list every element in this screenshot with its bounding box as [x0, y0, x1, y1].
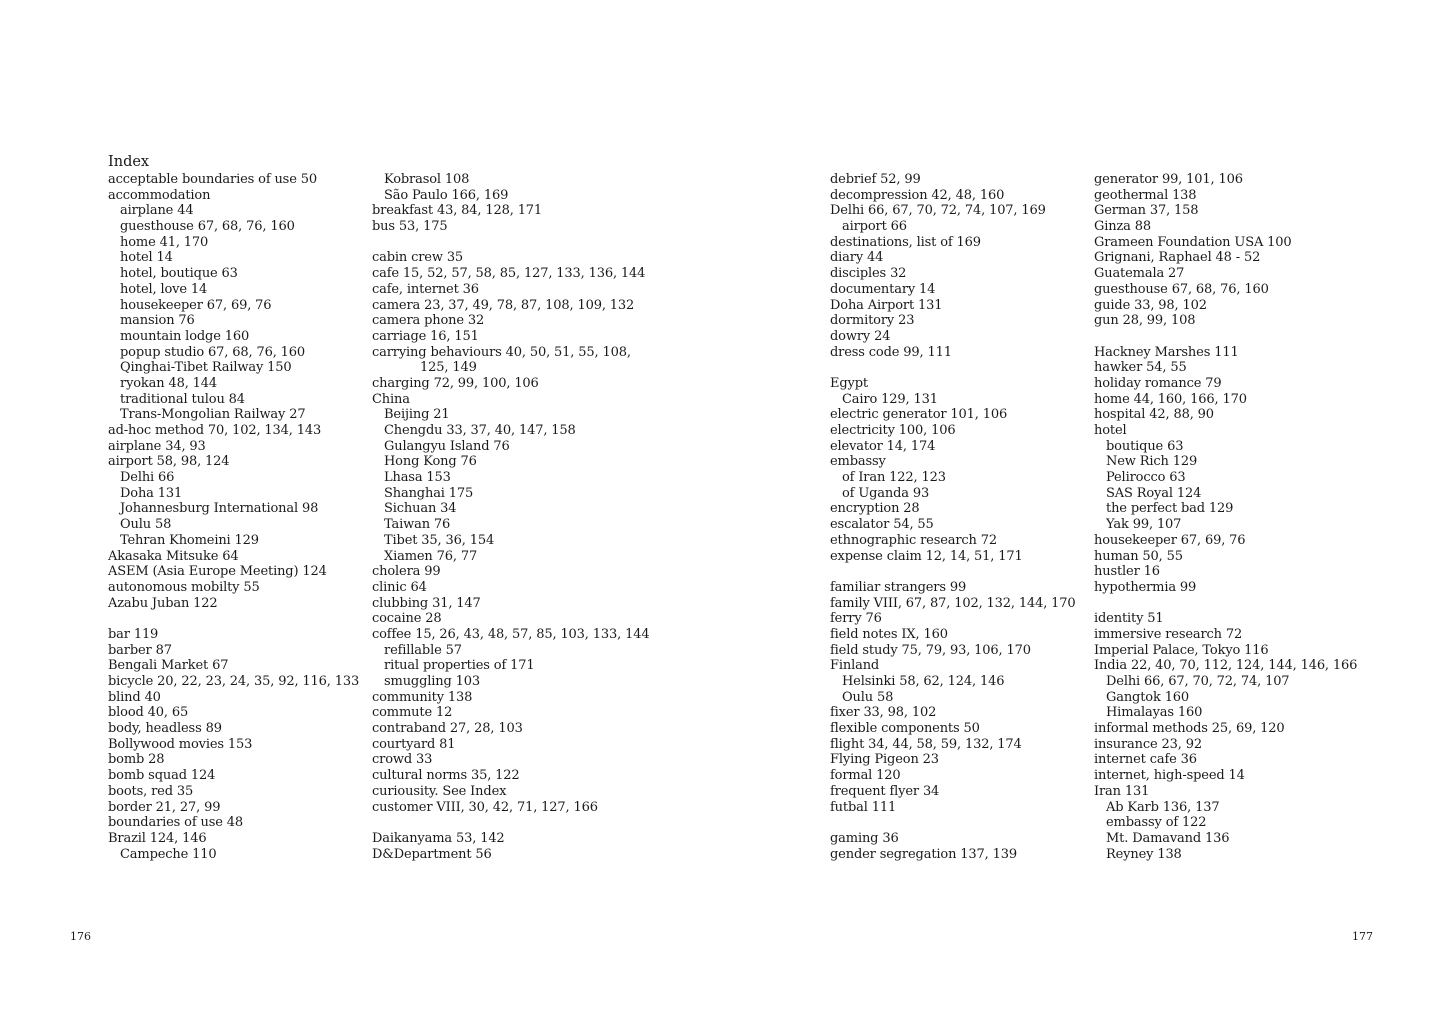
index-entry: bicycle 20, 22, 23, 24, 35, 92, 116, 133	[108, 674, 360, 689]
index-entry: insurance 23, 92	[1094, 736, 1202, 752]
index-entry: coffee 15, 26, 43, 48, 57, 85, 103, 133, 144	[372, 626, 650, 642]
index-entry: blood 40, 65	[108, 705, 189, 721]
index-entry: Brazil 124, 146	[108, 830, 207, 846]
page-number-right: 177	[1352, 930, 1373, 943]
index-subentry: Oulu 58	[120, 517, 172, 533]
index-entry: curiousity. See Index	[372, 783, 507, 799]
index-entry: familiar strangers 99	[830, 579, 967, 595]
index-entry: diary 44	[830, 250, 884, 266]
index-column-2	[372, 172, 672, 862]
index-entry: internet cafe 36	[1094, 752, 1197, 768]
index-entry: field notes IX, 160	[830, 626, 948, 642]
index-subentry: Tibet 35, 36, 154	[384, 532, 495, 548]
index-subentry: Yak 99, 107	[1106, 517, 1182, 533]
index-entry: gaming 36	[830, 830, 899, 846]
index-subentry: New Rich 129	[1106, 454, 1198, 470]
index-subentry: Himalayas 160	[1106, 705, 1203, 721]
index-subentry: airplane 44	[120, 203, 194, 219]
index-entry: acceptable boundaries of use 50	[108, 172, 317, 187]
index-entry: electric generator 101, 106	[830, 407, 1008, 423]
index-entry: D&Department 56	[372, 846, 492, 862]
index-entry: bomb squad 124	[108, 768, 216, 784]
index-entry: guesthouse 67, 68, 76, 160	[1094, 281, 1269, 297]
index-entry: futbal 111	[830, 799, 897, 815]
index-subentry: Taiwan 76	[384, 517, 451, 533]
index-entry: ethnographic research 72	[830, 532, 998, 548]
index-entry: frequent flyer 34	[830, 783, 940, 799]
index-entry: internet, high-speed 14	[1094, 768, 1245, 784]
index-subentry: São Paulo 166, 169	[384, 187, 509, 203]
index-entry: hotel	[1094, 423, 1127, 438]
index-entry: geothermal 138	[1094, 187, 1197, 203]
index-entry: breakfast 43, 84, 128, 171	[372, 203, 543, 219]
index-entry: community 138	[372, 689, 473, 705]
index-entry: gender segregation 137, 139	[830, 846, 1017, 862]
index-entry: bomb 28	[108, 752, 165, 768]
index-spacer	[1094, 596, 1394, 612]
index-entry: electricity 100, 106	[830, 423, 956, 438]
index-subentry: housekeeper 67, 69, 76	[120, 297, 272, 313]
index-entry: holiday romance 79	[1094, 375, 1222, 391]
index-entry: family VIII, 67, 87, 102, 132, 144, 170	[830, 595, 1076, 611]
index-subentry: of Uganda 93	[842, 485, 930, 501]
index-subentry: embassy of 122	[1106, 815, 1207, 831]
index-entry: cabin crew 35	[372, 250, 464, 266]
index-subentry: Reyney 138	[1106, 846, 1182, 862]
index-entry: bus 53, 175	[372, 219, 448, 235]
index-entry: flexible components 50	[830, 721, 980, 737]
page-number-left: 176	[70, 930, 91, 943]
index-entry: Iran 131	[1094, 783, 1150, 799]
index-entry: customer VIII, 30, 42, 71, 127, 166	[372, 799, 598, 815]
index-subentry: Xiamen 76, 77	[384, 548, 478, 564]
index-subentry: Kobrasol 108	[384, 172, 470, 187]
index-entry: Egypt	[830, 375, 868, 391]
index-entry: Delhi 66, 67, 70, 72, 74, 107, 169	[830, 203, 1046, 219]
index-subentry: guesthouse 67, 68, 76, 160	[120, 219, 295, 235]
index-entry: cafe 15, 52, 57, 58, 85, 127, 133, 136, 144	[372, 266, 646, 282]
index-subentry: refillable 57	[384, 642, 462, 658]
index-entry: housekeeper 67, 69, 76	[1094, 532, 1246, 548]
index-entry: Akasaka Mitsuke 64	[108, 548, 239, 564]
index-entry: encryption 28	[830, 501, 920, 517]
index-entry: Finland	[830, 658, 880, 674]
index-column-3	[830, 172, 1130, 862]
index-entry: elevator 14, 174	[830, 438, 936, 454]
index-column-4	[1094, 172, 1394, 862]
index-entry: disciples 32	[830, 266, 907, 282]
index-spacer	[830, 360, 1130, 376]
index-entry: Doha Airport 131	[830, 297, 943, 313]
index-entry: fixer 33, 98, 102	[830, 705, 937, 721]
index-entry: airplane 34, 93	[108, 438, 206, 454]
index-spacer	[830, 815, 1130, 831]
index-subentry: Doha 131	[120, 485, 183, 501]
index-subentry: Pelirocco 63	[1106, 470, 1186, 486]
index-entry: accommodation	[108, 187, 211, 203]
index-entry: formal 120	[830, 768, 901, 784]
index-entry: cafe, internet 36	[372, 281, 479, 297]
index-entry: boots, red 35	[108, 783, 194, 799]
index-spacer	[372, 235, 672, 251]
index-entry: hustler 16	[1094, 564, 1160, 580]
index-entry: expense claim 12, 14, 51, 171	[830, 548, 1023, 564]
index-entry: crowd 33	[372, 752, 433, 768]
index-subentry: Hong Kong 76	[384, 454, 477, 470]
index-subentry: of Iran 122, 123	[842, 470, 946, 486]
index-entry: documentary 14	[830, 281, 936, 297]
index-subentry: Johannesburg International 98	[120, 501, 319, 517]
index-spacer	[108, 611, 408, 627]
index-subentry: popup studio 67, 68, 76, 160	[120, 344, 306, 360]
index-subentry: Gulangyu Island 76	[384, 438, 510, 454]
index-subentry: Cairo 129, 131	[842, 391, 938, 407]
index-entry: India 22, 40, 70, 112, 124, 144, 146, 166	[1094, 658, 1358, 674]
index-subentry: home 41, 170	[120, 234, 209, 250]
index-entry: Guatemala 27	[1094, 266, 1185, 282]
index-subentry: Lhasa 153	[384, 470, 451, 486]
index-subentry: Qinghai-Tibet Railway 150	[120, 360, 292, 376]
index-entry: destinations, list of 169	[830, 234, 981, 250]
index-entry: airport 58, 98, 124	[108, 454, 230, 470]
index-subentry: traditional tulou 84	[120, 391, 245, 407]
index-entry: Imperial Palace, Tokyo 116	[1094, 642, 1269, 658]
index-spacer	[1094, 329, 1394, 345]
index-entry: Hackney Marshes 111	[1094, 344, 1239, 360]
index-entry: German 37, 158	[1094, 203, 1199, 219]
index-subentry: Tehran Khomeini 129	[120, 532, 259, 548]
index-entry: carrying behaviours 40, 50, 51, 55, 108,	[372, 344, 631, 360]
index-subentry: Delhi 66	[120, 470, 175, 486]
index-entry: gun 28, 99, 108	[1094, 313, 1196, 329]
index-entry: home 44, 160, 166, 170	[1094, 391, 1247, 407]
index-subentry: mountain lodge 160	[120, 328, 250, 344]
index-entry: escalator 54, 55	[830, 517, 934, 533]
index-entry: China	[372, 391, 410, 407]
index-subentry: Ab Karb 136, 137	[1106, 799, 1220, 815]
index-entry: dormitory 23	[830, 313, 915, 329]
index-entry: carriage 16, 151	[372, 328, 479, 344]
index-entry: contraband 27, 28, 103	[372, 721, 523, 737]
index-subentry: Delhi 66, 67, 70, 72, 74, 107	[1106, 674, 1290, 689]
index-entry: Bengali Market 67	[108, 658, 229, 674]
index-subentry: boutique 63	[1106, 438, 1184, 454]
index-entry: ad-hoc method 70, 102, 134, 143	[108, 423, 322, 438]
index-entry: border 21, 27, 99	[108, 799, 221, 815]
index-entry: cholera 99	[372, 564, 441, 580]
index-entry: identity 51	[1094, 611, 1164, 627]
index-subentry: ryokan 48, 144	[120, 375, 218, 391]
index-entry: Ginza 88	[1094, 219, 1151, 235]
index-entry: body, headless 89	[108, 721, 222, 737]
index-subentry: airport 66	[842, 219, 907, 235]
index-entry-continuation: 125, 149	[420, 360, 477, 376]
index-subentry: mansion 76	[120, 313, 195, 329]
index-entry: Grignani, Raphael 48 - 52	[1094, 250, 1261, 266]
index-subentry: Oulu 58	[842, 689, 894, 705]
index-entry: commute 12	[372, 705, 453, 721]
index-entry: flight 34, 44, 58, 59, 132, 174	[830, 736, 1022, 752]
index-entry: autonomous mobilty 55	[108, 579, 260, 595]
index-subentry: Shanghai 175	[384, 485, 474, 501]
index-entry: decompression 42, 48, 160	[830, 187, 1005, 203]
index-subentry: Sichuan 34	[384, 501, 457, 517]
index-entry: Daikanyama 53, 142	[372, 830, 505, 846]
index-subentry: Gangtok 160	[1106, 689, 1190, 705]
index-subentry: Campeche 110	[120, 846, 217, 862]
index-entry: field study 75, 79, 93, 106, 170	[830, 642, 1031, 658]
index-subentry: ritual properties of 171	[384, 658, 535, 674]
index-entry: debrief 52, 99	[830, 172, 921, 187]
index-entry: courtyard 81	[372, 736, 456, 752]
index-subentry: hotel, boutique 63	[120, 266, 238, 282]
index-title: Index	[108, 154, 150, 170]
index-entry: hospital 42, 88, 90	[1094, 407, 1214, 423]
index-entry: bar 119	[108, 626, 159, 642]
index-entry: informal methods 25, 69, 120	[1094, 721, 1285, 737]
index-entry: ferry 76	[830, 611, 882, 627]
index-subentry: the perfect bad 129	[1106, 501, 1234, 517]
index-entry: camera 23, 37, 49, 78, 87, 108, 109, 132	[372, 297, 635, 313]
index-entry: dowry 24	[830, 328, 891, 344]
index-entry: Bollywood movies 153	[108, 736, 253, 752]
index-column-1	[108, 153, 408, 862]
index-spacer	[372, 815, 672, 831]
index-entry: guide 33, 98, 102	[1094, 297, 1207, 313]
index-entry: embassy	[830, 454, 886, 470]
index-entry: hypothermia 99	[1094, 579, 1197, 595]
index-subentry: Helsinki 58, 62, 124, 146	[842, 674, 1005, 689]
index-subentry: Chengdu 33, 37, 40, 147, 158	[384, 423, 576, 438]
index-entry: clubbing 31, 147	[372, 595, 481, 611]
index-entry: charging 72, 99, 100, 106	[372, 375, 539, 391]
index-subentry: SAS Royal 124	[1106, 485, 1202, 501]
index-entry: cocaine 28	[372, 611, 442, 627]
index-entry: Azabu Juban 122	[108, 595, 218, 611]
index-subentry: hotel, love 14	[120, 281, 208, 297]
index-entry: clinic 64	[372, 579, 427, 595]
index-spacer	[830, 564, 1130, 580]
index-entry: human 50, 55	[1094, 548, 1183, 564]
index-subentry: Beijing 21	[384, 407, 450, 423]
index-entry: camera phone 32	[372, 313, 485, 329]
index-entry: boundaries of use 48	[108, 815, 244, 831]
index-subentry: hotel 14	[120, 250, 173, 266]
index-entry: dress code 99, 111	[830, 344, 952, 360]
index-subentry: smuggling 103	[384, 674, 481, 689]
index-entry: Flying Pigeon 23	[830, 752, 939, 768]
index-entry: hawker 54, 55	[1094, 360, 1187, 376]
index-entry: generator 99, 101, 106	[1094, 172, 1243, 187]
index-entry: immersive research 72	[1094, 626, 1243, 642]
index-subentry: Mt. Damavand 136	[1106, 830, 1230, 846]
index-entry: blind 40	[108, 689, 161, 705]
index-entry: ASEM (Asia Europe Meeting) 124	[108, 564, 327, 580]
index-subentry: Trans-Mongolian Railway 27	[120, 407, 306, 423]
index-entry: barber 87	[108, 642, 172, 658]
index-entry: Grameen Foundation USA 100	[1094, 234, 1292, 250]
index-entry: cultural norms 35, 122	[372, 768, 520, 784]
